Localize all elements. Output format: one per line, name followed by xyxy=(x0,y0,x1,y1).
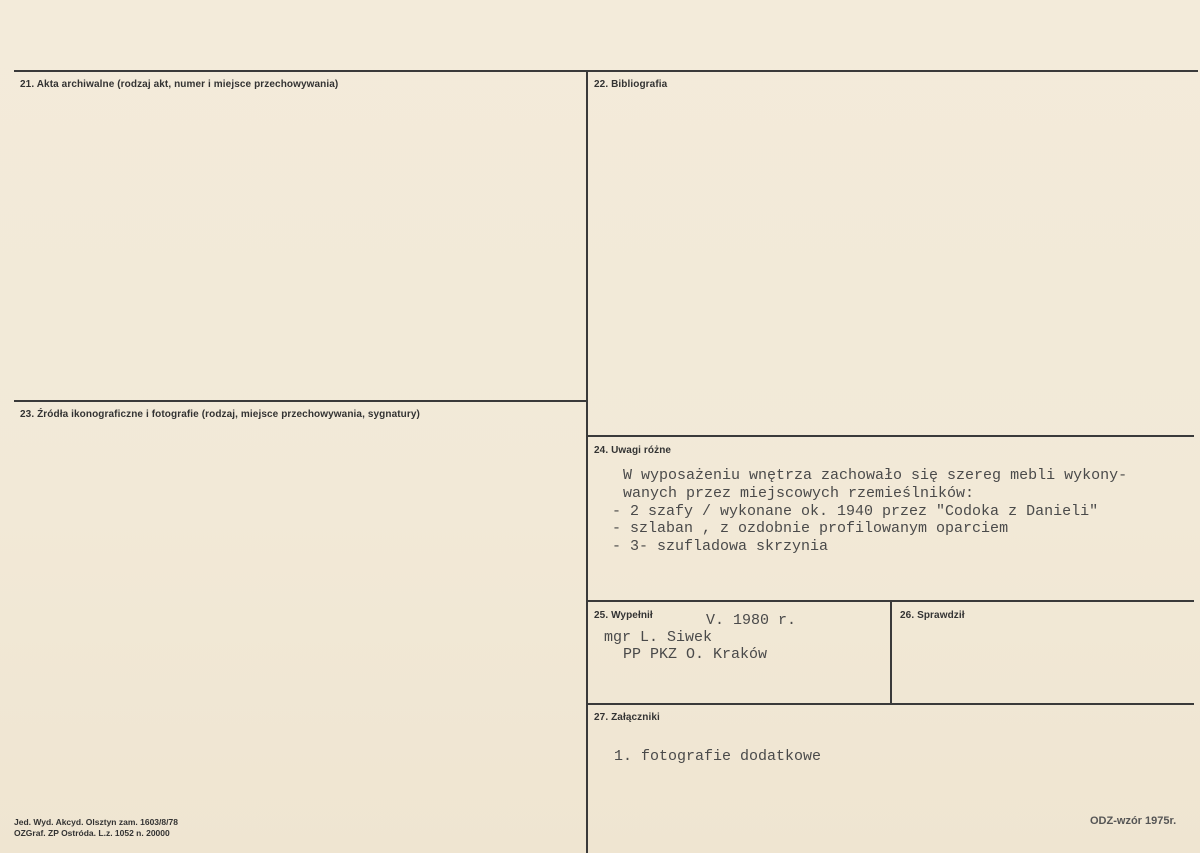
rule-22-24 xyxy=(586,435,1194,437)
divider-25-26 xyxy=(890,600,892,703)
top-rule xyxy=(14,70,1198,72)
notes-line-2: wanych przez miejscowych rzemieślników: xyxy=(623,485,975,502)
form-template-id: ODZ-wzór 1975r. xyxy=(1090,815,1177,827)
printer-imprint-line-1: Jed. Wyd. Akcyd. Olsztyn zam. 1603/8/78 xyxy=(14,817,178,827)
section-26-label: 26. Sprawdził xyxy=(900,610,965,621)
notes-line-1: W wyposażeniu wnętrza zachowało się szereg mebli wykony- xyxy=(623,467,1128,484)
notes-line-5: - 3- szufladowa skrzynia xyxy=(612,538,829,555)
printer-imprint xyxy=(14,817,178,839)
printer-imprint-line-2: OZGraf. ZP Ostróda. L.z. 1052 n. 20000 xyxy=(14,828,170,838)
center-divider xyxy=(586,70,588,853)
notes-line-3: - 2 szafy / wykonane ok. 1940 przez "Codoka z Danieli" xyxy=(612,503,1099,520)
section-24-label: 24. Uwagi różne xyxy=(594,445,672,456)
filled-by-name: mgr L. Siwek xyxy=(604,629,713,646)
filled-date: V. 1980 r. xyxy=(706,612,797,629)
notes-line-4: - szlaban , z ozdobnie profilowanym oparciem xyxy=(612,520,1009,537)
section-23-label: 23. Źródła ikonograficzne i fotografie (rodzaj, miejsce przechowywania, sygnatury) xyxy=(20,409,420,420)
attachment-item: 1. fotografie dodatkowe xyxy=(614,748,822,765)
section-22-label: 22. Bibliografia xyxy=(594,79,668,90)
section-27-label: 27. Załączniki xyxy=(594,712,660,723)
rule-21-23 xyxy=(14,400,586,402)
filled-by-org: PP PKZ O. Kraków xyxy=(623,646,768,663)
section-25-label: 25. Wypełnił xyxy=(594,610,653,621)
section-21-label: 21. Akta archiwalne (rodzaj akt, numer i miejsce przechowywania) xyxy=(20,79,339,90)
rule-25-27 xyxy=(586,703,1194,705)
